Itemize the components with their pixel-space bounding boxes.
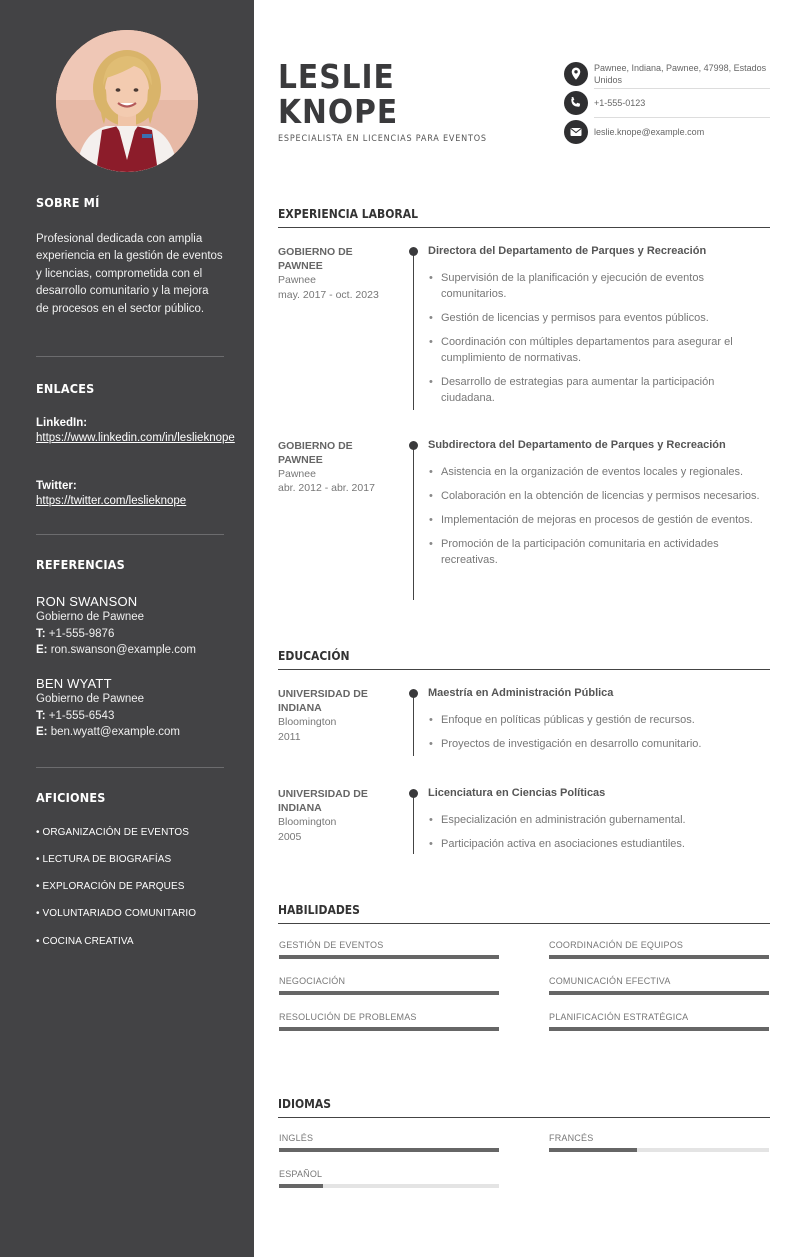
skill-bar (549, 991, 769, 995)
reference-phone-label: T: (36, 627, 46, 640)
skill-label: COORDINACIÓN DE EQUIPOS (549, 940, 684, 950)
linkedin-label: LinkedIn: (36, 417, 88, 429)
bullet-item: • Proyectos de investigación en desarrollo comunitario. (428, 736, 768, 752)
language-item (279, 1169, 499, 1179)
language-label: FRANCÉS (549, 1133, 594, 1143)
timeline-line (413, 792, 414, 854)
education-org: UNIVERSIDAD DE INDIANA (278, 788, 368, 814)
reference-phone-label: T: (36, 709, 46, 722)
skill-bar-fill (549, 991, 769, 995)
experience-org: GOBIERNO DE PAWNEE (278, 246, 353, 272)
contact-divider (594, 88, 770, 89)
skill-label: NEGOCIACIÓN (279, 976, 346, 986)
education-dates: 2011 (278, 731, 301, 743)
experience-role: Subdirectora del Departamento de Parques y Recreación (428, 439, 726, 451)
address-text: Pawnee, Indiana, Pawnee, 47998, Estados Unidos (594, 63, 767, 85)
bullet-item: • Coordinación con múltiples departamentos para asegurar el cumplimiento de normativas. (428, 334, 768, 366)
bullet-item: • Especialización en administración gubernamental. (428, 812, 768, 828)
language-item (279, 1133, 499, 1143)
education-heading: EDUCACIÓN (278, 649, 350, 663)
reference-name: RON SWANSON (36, 594, 138, 609)
bullet-item: • Desarrollo de estrategias para aumentar la participación ciudadana. (428, 374, 768, 406)
hobbies-heading: AFICIONES (36, 790, 106, 805)
last-name: KNOPE (278, 92, 399, 131)
linkedin-link[interactable]: https://www.linkedin.com/in/leslieknope (36, 432, 235, 444)
bullet-item: • Asistencia en la organización de eventos locales y regionales. (428, 464, 768, 480)
experience-org: GOBIERNO DE PAWNEE (278, 440, 353, 466)
phone-text: +1-555-0123 (594, 98, 646, 108)
hobby-item: • VOLUNTARIADO COMUNITARIO (36, 908, 197, 919)
education-degree: Maestría en Administración Pública (428, 687, 614, 699)
location-pin-icon (564, 62, 588, 86)
education-bullets (428, 812, 768, 860)
skill-label: RESOLUCIÓN DE PROBLEMAS (279, 1012, 417, 1022)
reference-org: Gobierno de Pawnee (36, 693, 145, 705)
language-bar-fill (549, 1148, 637, 1152)
reference-phone: +1-555-6543 (48, 709, 115, 722)
reference-email: ben.wyatt@example.com (50, 726, 180, 738)
skill-item (279, 1012, 499, 1022)
sidebar (0, 0, 254, 1257)
timeline-line (413, 692, 414, 756)
skill-bar (279, 955, 499, 959)
sidebar-divider (36, 767, 224, 768)
bullet-item: • Participación activa en asociaciones estudiantiles. (428, 836, 768, 852)
reference-email-label: E: (36, 644, 48, 656)
profile-photo (56, 30, 198, 172)
envelope-icon (564, 120, 588, 144)
section-rule (278, 669, 770, 670)
about-heading: SOBRE MÍ (36, 195, 100, 210)
bullet-item: • Colaboración en la obtención de licencias y permisos necesarios. (428, 488, 768, 504)
language-label: ESPAÑOL (279, 1169, 323, 1179)
reference-email: ron.swanson@example.com (50, 644, 196, 656)
reference-name: BEN WYATT (36, 676, 112, 691)
education-location: Bloomington (278, 716, 337, 728)
about-text: Profesional dedicada con amplia experiencia en la gestión de eventos y licencias, comprometida con el desarrollo comunitario y la mejora de procesos en el sector público. (36, 233, 223, 315)
timeline-dot (409, 441, 418, 450)
skill-bar (279, 1027, 499, 1031)
languages-heading: IDIOMAS (278, 1097, 332, 1111)
sidebar-divider (36, 534, 224, 535)
twitter-link[interactable]: https://twitter.com/leslieknope (36, 495, 187, 507)
experience-bullets (428, 464, 768, 576)
experience-location: Pawnee (278, 468, 316, 480)
phone-icon (564, 91, 588, 115)
hobby-item: • LECTURA DE BIOGRAFÍAS (36, 854, 172, 865)
skill-bar-fill (279, 991, 499, 995)
education-dates: 2005 (278, 831, 302, 843)
timeline-dot (409, 689, 418, 698)
experience-dates: abr. 2012 - abr. 2017 (278, 482, 375, 494)
bullet-item: • Promoción de la participación comunitaria en actividades recreativas. (428, 536, 768, 568)
skill-item (549, 1012, 769, 1022)
skill-bar (549, 955, 769, 959)
reference-item (36, 594, 224, 659)
links-heading: ENLACES (36, 381, 95, 396)
reference-org: Gobierno de Pawnee (36, 611, 145, 623)
sidebar-divider (36, 356, 224, 357)
section-rule (278, 227, 770, 228)
hobby-item: • COCINA CREATIVA (36, 936, 134, 947)
language-bar-fill (279, 1148, 499, 1152)
education-location: Bloomington (278, 816, 337, 828)
timeline-dot (409, 789, 418, 798)
bullet-item: • Implementación de mejoras en procesos de gestión de eventos. (428, 512, 768, 528)
hobby-item: • ORGANIZACIÓN DE EVENTOS (36, 827, 190, 838)
experience-role: Directora del Departamento de Parques y Recreación (428, 245, 707, 257)
references-heading: REFERENCIAS (36, 557, 125, 572)
timeline-line (413, 250, 414, 410)
education-degree: Licenciatura en Ciencias Políticas (428, 787, 606, 799)
first-name: LESLIE (278, 57, 395, 96)
skills-heading: HABILIDADES (278, 903, 360, 917)
language-bar (279, 1184, 499, 1188)
timeline-dot (409, 247, 418, 256)
skill-bar (549, 1027, 769, 1031)
experience-dates: may. 2017 - oct. 2023 (278, 289, 379, 301)
skill-bar-fill (279, 1027, 499, 1031)
skill-item (279, 976, 499, 986)
skill-item (279, 940, 499, 950)
reference-phone: +1-555-9876 (48, 627, 115, 640)
portrait-illustration (56, 30, 198, 172)
hobby-item: • EXPLORACIÓN DE PARQUES (36, 881, 185, 892)
email-text: leslie.knope@example.com (594, 127, 705, 137)
skill-label: GESTIÓN DE EVENTOS (279, 940, 384, 950)
language-bar (549, 1148, 769, 1152)
skill-bar (279, 991, 499, 995)
skill-label: PLANIFICACIÓN ESTRATÉGICA (549, 1012, 689, 1022)
language-bar (279, 1148, 499, 1152)
language-item (549, 1133, 769, 1143)
experience-bullets (428, 270, 768, 414)
experience-heading: EXPERIENCIA LABORAL (278, 207, 418, 221)
job-title: ESPECIALISTA EN LICENCIAS PARA EVENTOS (278, 134, 487, 144)
bullet-item: • Supervisión de la planificación y ejecución de eventos comunitarios. (428, 270, 768, 302)
section-rule (278, 923, 770, 924)
reference-item (36, 676, 224, 741)
skill-item (549, 940, 769, 950)
skill-bar-fill (549, 955, 769, 959)
skill-label: COMUNICACIÓN EFECTIVA (549, 976, 671, 986)
skill-bar-fill (549, 1027, 769, 1031)
language-label: INGLÉS (279, 1133, 314, 1143)
bullet-item: • Gestión de licencias y permisos para eventos públicos. (428, 310, 768, 326)
experience-location: Pawnee (278, 274, 316, 286)
section-rule (278, 1117, 770, 1118)
language-bar-fill (279, 1184, 323, 1188)
skill-bar-fill (279, 955, 499, 959)
education-bullets (428, 712, 768, 760)
bullet-item: • Enfoque en políticas públicas y gestión de recursos. (428, 712, 768, 728)
reference-email-label: E: (36, 726, 48, 738)
timeline-line (413, 444, 414, 600)
education-org: UNIVERSIDAD DE INDIANA (278, 688, 368, 714)
twitter-label: Twitter: (36, 480, 77, 492)
skill-item (549, 976, 769, 986)
contact-divider (594, 117, 770, 118)
